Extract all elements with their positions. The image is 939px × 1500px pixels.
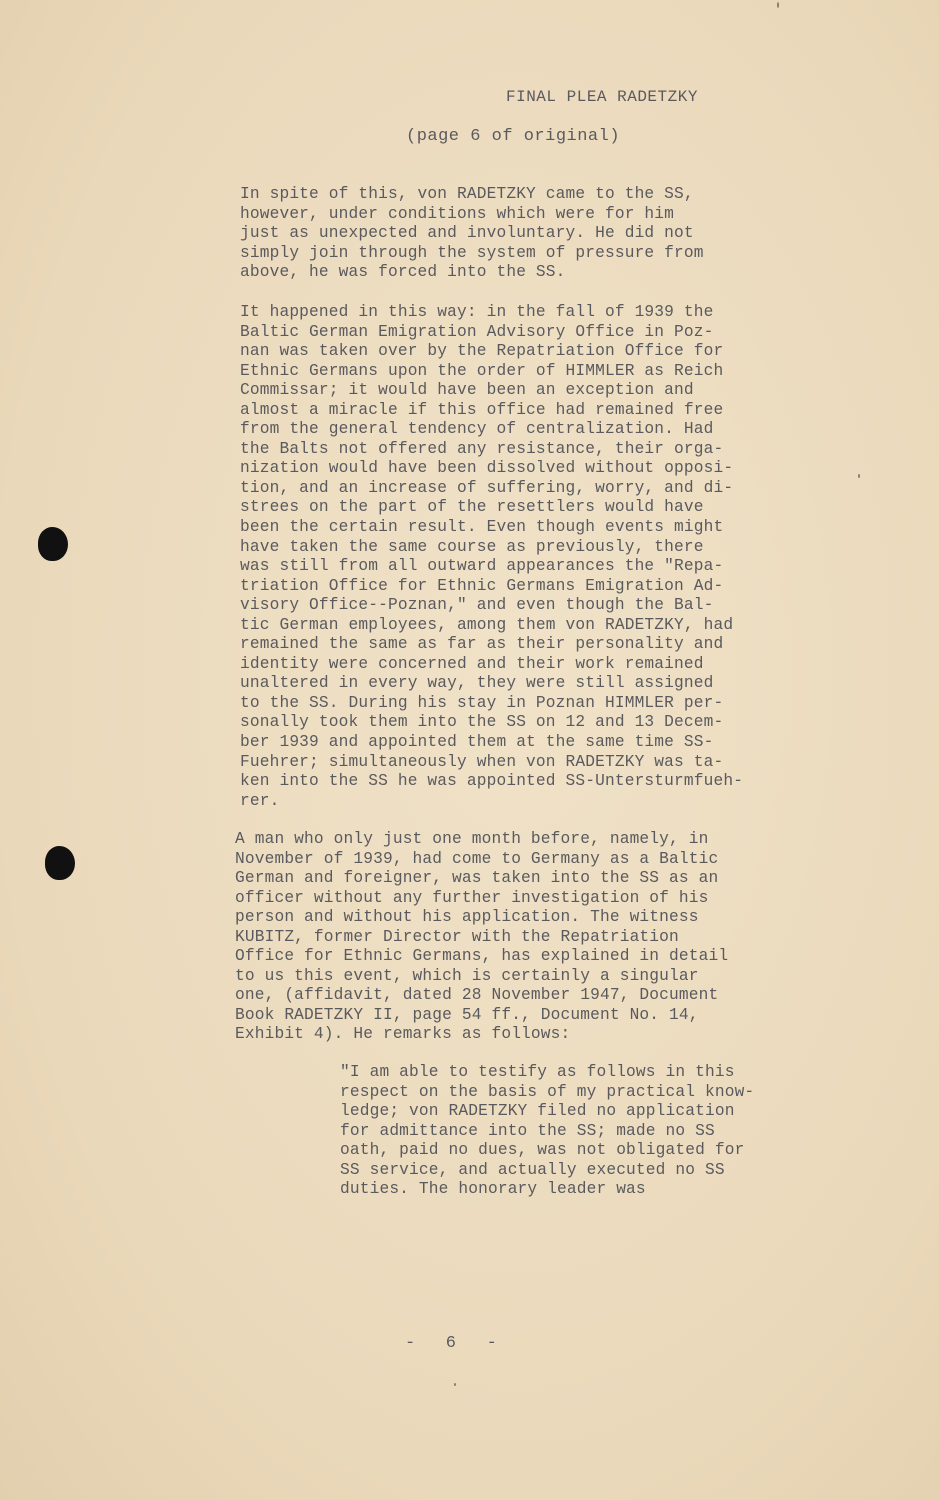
punch-hole xyxy=(38,527,68,561)
page-number: - 6 - xyxy=(405,1334,497,1353)
paper-speck xyxy=(858,474,860,478)
paper-speck xyxy=(777,2,779,8)
paragraph-3: A man who only just one month before, namely, in November of 1939, had come to Germany as a Baltic German and foreigner, was taken into the SS as an officer without any further investigation of his person and without his application. The witness KUBITZ, former Director with the Repatriation Office for Ethnic Germans, has explained in detail to us this event, which is certainly a singular one, (affidavit, dated 28 November 1947, Document Book RADETZKY II, page 54 ff., Document No. 14, Exhibit 4). He remarks as follows: xyxy=(235,830,729,1044)
quoted-testimony: "I am able to testify as follows in this respect on the basis of my practical know- ledge; von RADETZKY filed no application for admittance into the SS; made no SS oath, paid no dues, was not obligated for SS service, and actually executed no SS duties. The honorary leader was xyxy=(340,1063,755,1199)
punch-hole xyxy=(45,846,75,880)
document-subtitle: (page 6 of original) xyxy=(406,127,621,146)
document-title: FINAL PLEA RADETZKY xyxy=(506,88,698,106)
paragraph-2: It happened in this way: in the fall of 1939 the Baltic German Emigration Advisory Office in Poz- nan was taken over by the Repatriation Office for Ethnic Germans upon the order of HIMMLER as Reich Commissar; it would have been an exception and almost a miracle if this office had remained free from the general tendency of centralization. Had the Balts not offered any resistance, their orga- nization would have been dissolved without opposi- tion, and an increase of suffering, worry, and di- strees on the part of the resettlers would have been the certain result. Even though events might have taken the same course as previously, there was still from all outward appearances the "Repa- triation Office for Ethnic Germans Emigration Ad- visory Office--Poznan," and even though the Bal- tic German employees, among them von RADETZKY, had remained the same as far as their personality and identity were concerned and their work remained unaltered in every way, they were still assigned to the SS. During his stay in Poznan HIMMLER per- sonally took them into the SS on 12 and 13 Decem- ber 1939 and appointed them at the same time SS- Fuehrer; simultaneously when von RADETZKY was ta- ken into the SS he was appointed SS-Untersturmfueh- rer. xyxy=(240,303,744,810)
paper-speck xyxy=(454,1383,456,1386)
paragraph-1: In spite of this, von RADETZKY came to the SS, however, under conditions which were for him just as unexpected and involuntary. He did not simply join through the system of pressure from above, he was forced into the SS. xyxy=(240,185,704,282)
